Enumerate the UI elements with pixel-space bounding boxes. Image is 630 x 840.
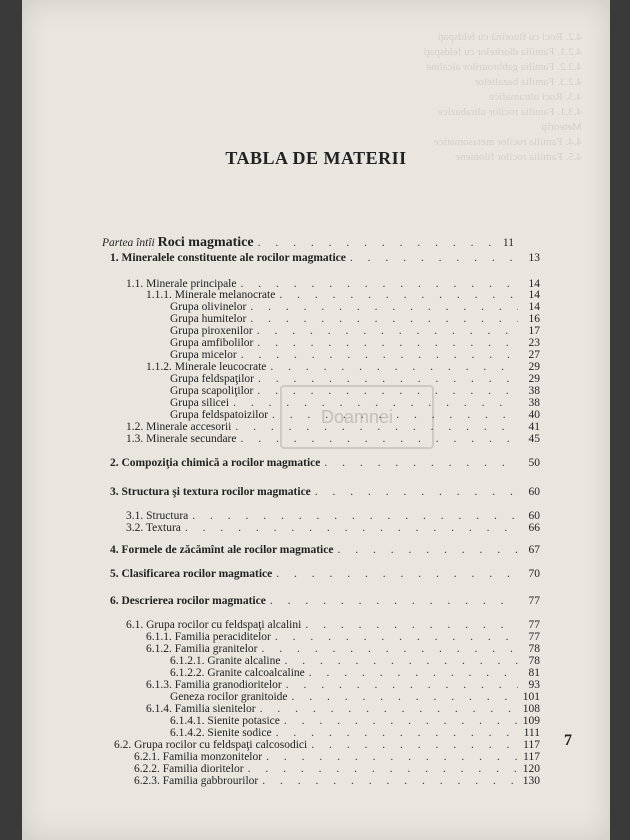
toc-entry[interactable] xyxy=(170,409,540,421)
leader-dots xyxy=(250,301,518,313)
leader-dots xyxy=(262,775,518,787)
leader-dots xyxy=(286,679,518,691)
toc-entry-chapter[interactable] xyxy=(110,457,540,469)
entry-label: 6.2.3. Familia gabbrourilor xyxy=(134,775,259,787)
leader-dots xyxy=(285,655,519,667)
leader-dots xyxy=(270,361,518,373)
entry-label: Grupa piroxenilor xyxy=(170,325,253,337)
toc-entry-chapter[interactable] xyxy=(110,544,540,556)
leader-dots xyxy=(276,568,518,580)
page-ref: 111 xyxy=(523,727,540,739)
page-ref: 29 xyxy=(528,373,540,385)
entry-label: 6. Descrierea rocilor magmatice xyxy=(110,595,266,607)
toc-entry-chapter[interactable] xyxy=(110,568,540,580)
page-ref: 40 xyxy=(528,409,540,421)
ghost-line: 4.3.1. Familia rocilor ultrabazice xyxy=(437,106,582,118)
page-ref: 29 xyxy=(528,361,540,373)
entry-label: 6.1.4.2. Sienite sodice xyxy=(170,727,272,739)
page-ref: 13 xyxy=(528,252,540,264)
entry-label: Geneza rocilor granitoide xyxy=(170,691,288,703)
leader-dots xyxy=(266,751,518,763)
entry-label: 6.1.2. Familia granitelor xyxy=(146,643,258,655)
part-label: Partea întîi xyxy=(102,237,155,249)
toc-entry[interactable] xyxy=(126,619,540,631)
entry-label: 1.1.2. Minerale leucocrate xyxy=(146,361,267,373)
entry-label: 1.2. Minerale accesorii xyxy=(126,421,232,433)
page-ref: 66 xyxy=(528,522,540,534)
page-ref: 120 xyxy=(522,763,540,775)
entry-label: 6.1.2.2. Granite calcoalcaline xyxy=(170,667,305,679)
toc-entry[interactable] xyxy=(170,727,540,739)
leader-dots xyxy=(275,631,518,643)
toc-entry[interactable] xyxy=(134,763,540,775)
page-ref: 16 xyxy=(528,313,540,325)
toc-entry[interactable] xyxy=(146,631,540,643)
entry-label: Grupa olivinelor xyxy=(170,301,247,313)
leader-dots xyxy=(250,313,518,325)
entry-label: Grupa feldspatoizilor xyxy=(170,409,269,421)
entry-label: Grupa feldspaţilor xyxy=(170,373,254,385)
toc-entry[interactable] xyxy=(126,433,540,445)
watermark: Doamnei xyxy=(280,385,434,449)
page-ref: 14 xyxy=(528,289,540,301)
toc-entry[interactable] xyxy=(126,421,540,433)
page-number: 7 xyxy=(564,732,572,749)
entry-label: 1. Mineralele constituente ale rocilor magmatice xyxy=(110,252,346,264)
toc-entry[interactable] xyxy=(146,643,540,655)
leader-dots xyxy=(350,252,518,264)
toc-entry[interactable] xyxy=(114,739,540,751)
ghost-line: Meteoriţi xyxy=(541,121,582,133)
page-ref: 23 xyxy=(528,337,540,349)
entry-label: 6.1.2.1. Granite alcaline xyxy=(170,655,281,667)
toc-entry[interactable] xyxy=(170,373,540,385)
page-ref: 77 xyxy=(528,595,540,607)
entry-label: Grupa scapoliţilor xyxy=(170,385,254,397)
leader-dots xyxy=(258,373,518,385)
page-ref: 50 xyxy=(528,457,540,469)
toc-entry[interactable] xyxy=(170,337,540,349)
entry-label: 6.2.1. Familia monzonitelor xyxy=(134,751,263,763)
entry-label: 2. Compoziţia chimică a rocilor magmatice xyxy=(110,457,321,469)
ghost-line: 4.2.3. Familia bazaltelor xyxy=(474,76,582,88)
toc-entry-chapter[interactable] xyxy=(110,252,540,264)
ghost-line: 4.5. Familia rocilor filoniene xyxy=(455,151,582,163)
page-ref: 11 xyxy=(502,237,514,249)
page-ref: 14 xyxy=(528,278,540,290)
leader-dots xyxy=(260,703,518,715)
page-ref: 77 xyxy=(528,619,540,631)
toc-entry[interactable] xyxy=(170,715,540,727)
ghost-line: 4.3. Roci ultramafice xyxy=(489,91,582,103)
toc-entry[interactable] xyxy=(126,522,540,534)
page-ref: 41 xyxy=(528,421,540,433)
leader-dots xyxy=(309,667,518,679)
leader-dots xyxy=(324,457,518,469)
leader-dots xyxy=(257,337,518,349)
entry-label: 6.1.3. Familia granodioritelor xyxy=(146,679,282,691)
page-ref: 38 xyxy=(528,397,540,409)
page-ref: 130 xyxy=(522,775,540,787)
page-ref: 67 xyxy=(528,544,540,556)
toc-entry[interactable] xyxy=(146,289,540,301)
leader-dots xyxy=(292,691,519,703)
entry-label: 3.2. Textura xyxy=(126,522,181,534)
page-ref: 117 xyxy=(523,751,540,763)
entry-label: Grupa humitelor xyxy=(170,313,247,325)
leader-dots xyxy=(241,349,518,361)
entry-label: 5. Clasificarea rocilor magmatice xyxy=(110,568,273,580)
page-ref: 78 xyxy=(528,655,540,667)
leader-dots xyxy=(233,397,518,409)
page-title: TABLA DE MATERII xyxy=(225,148,407,168)
toc-entry[interactable] xyxy=(170,667,540,679)
leader-dots xyxy=(276,727,518,739)
leader-dots xyxy=(261,643,518,655)
entry-label: 6.1. Grupa rocilor cu feldspaţi alcalini xyxy=(126,619,302,631)
page-ref: 45 xyxy=(528,433,540,445)
leader-dots xyxy=(235,421,518,433)
toc-entry-chapter[interactable] xyxy=(110,595,540,607)
toc-entry[interactable] xyxy=(170,691,540,703)
toc-entry[interactable] xyxy=(134,775,540,787)
toc-entry[interactable] xyxy=(126,510,540,522)
toc-entry[interactable] xyxy=(170,313,540,325)
page-ref: 60 xyxy=(528,510,540,522)
toc-entry-chapter[interactable] xyxy=(110,486,540,498)
bleed-through-text xyxy=(352,30,582,230)
entry-label: 3. Structura şi textura rocilor magmatice xyxy=(110,486,311,498)
leader-dots xyxy=(337,544,518,556)
toc-entry[interactable] xyxy=(170,301,540,313)
ghost-line: 4.2. Roci cu fluorină cu feldspaţi xyxy=(437,31,582,43)
leader-dots xyxy=(284,715,518,727)
entry-label: Grupa micelor xyxy=(170,349,237,361)
leader-dots xyxy=(272,409,518,421)
entry-label: 4. Formele de zăcămînt ale rocilor magmatice xyxy=(110,544,334,556)
page-ref: 109 xyxy=(522,715,540,727)
page-ref: 108 xyxy=(522,703,540,715)
entry-label: 6.1.4.1. Sienite potasice xyxy=(170,715,280,727)
page-ref: 81 xyxy=(528,667,540,679)
page-ref: 117 xyxy=(523,739,540,751)
page-ref: 77 xyxy=(528,631,540,643)
entry-label: 1.1.1. Minerale melanocrate xyxy=(146,289,276,301)
entry-label: 1.3. Minerale secundare xyxy=(126,433,237,445)
toc-entry[interactable] xyxy=(170,325,540,337)
entry-label: Grupa amfibolilor xyxy=(170,337,254,349)
leader-dots xyxy=(279,289,518,301)
leader-dots xyxy=(240,433,518,445)
toc-entry[interactable] xyxy=(170,349,540,361)
page-ref: 38 xyxy=(528,385,540,397)
entry-label: 3.1. Structura xyxy=(126,510,189,522)
leader-dots xyxy=(192,510,518,522)
toc-entry[interactable] xyxy=(146,361,540,373)
page-ref: 70 xyxy=(528,568,540,580)
entry-label: 6.1.4. Familia sienitelor xyxy=(146,703,256,715)
leader-dots xyxy=(185,522,518,534)
entry-label: Grupa silicei xyxy=(170,397,230,409)
leader-dots xyxy=(305,619,518,631)
entry-label: 1.1. Minerale principale xyxy=(126,278,237,290)
page-ref: 14 xyxy=(528,301,540,313)
entry-label: 6.2.2. Familia dioritelor xyxy=(134,763,244,775)
ghost-line: 4.2.2. Familia gabbrourilor alcaline xyxy=(426,61,582,73)
page-ref: 60 xyxy=(528,486,540,498)
toc-entry[interactable] xyxy=(170,397,540,409)
entry-label: 6.1.1. Familia peraciditelor xyxy=(146,631,271,643)
book-page xyxy=(22,0,610,840)
leader-dots xyxy=(311,739,518,751)
leader-dots xyxy=(257,325,518,337)
leader-dots xyxy=(258,237,492,249)
toc-entry[interactable] xyxy=(170,385,540,397)
toc-entry[interactable] xyxy=(146,703,540,715)
page-ref: 27 xyxy=(528,349,540,361)
page-ref: 93 xyxy=(528,679,540,691)
entry-label: 6.2. Grupa rocilor cu feldspaţi calcosodici xyxy=(114,739,308,751)
ghost-line: 4.4. Familia rocilor metasomatice xyxy=(433,136,582,148)
leader-dots xyxy=(248,763,518,775)
page-ref: 101 xyxy=(522,691,540,703)
part-title: Roci magmatice xyxy=(157,235,254,250)
toc-entry-part[interactable] xyxy=(102,235,514,251)
leader-dots xyxy=(270,595,518,607)
leader-dots xyxy=(315,486,518,498)
page-ref: 17 xyxy=(528,325,540,337)
toc-entry[interactable] xyxy=(146,679,540,691)
toc-entry[interactable] xyxy=(134,751,540,763)
page-ref: 78 xyxy=(528,643,540,655)
leader-dots xyxy=(257,385,518,397)
ghost-line: 4.2.1. Familia dioritelor cu feldspaţi xyxy=(423,46,582,58)
toc-entry[interactable] xyxy=(170,655,540,667)
